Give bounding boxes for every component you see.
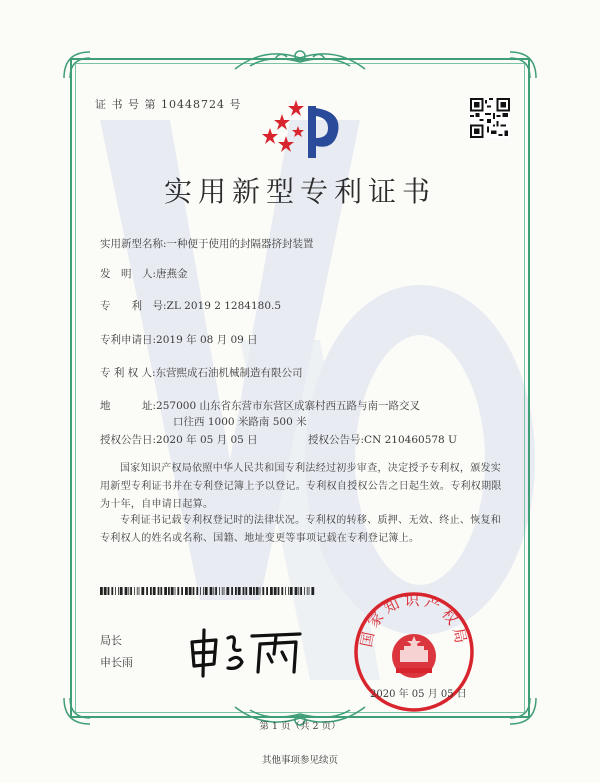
application-date-row: [100, 332, 258, 348]
utility-model-name-row: [100, 236, 314, 252]
utility-model-name-label: 实用新型名称:: [100, 238, 167, 250]
corner-ornament-tr: [508, 50, 538, 80]
director-title: 局长: [100, 634, 122, 647]
cnipa-logo-icon: [258, 98, 346, 166]
patent-number-label: 专 利 号:: [100, 300, 167, 312]
top-ornament: [230, 44, 370, 74]
inventor-label: 发 明 人:: [100, 268, 157, 280]
footer-note: 其他事项参见续页: [261, 755, 338, 766]
certificate-number-value: 10448724: [161, 98, 225, 111]
address-line-2: 口往西 1000 米路南 500 米: [173, 416, 307, 428]
inventor-row: [100, 266, 188, 282]
utility-model-name-value: 一种便于使用的封隔器挤封装置: [166, 238, 314, 250]
application-date-value: 2019 年 08 月 09 日: [156, 334, 258, 346]
grant-number-value: CN 210460578 U: [364, 434, 457, 446]
patentee-row: [100, 365, 303, 381]
address-row: [100, 398, 420, 414]
body-paragraph-2: 专利证书记载专利权登记时的法律状况。专利权的转移、质押、无效、终止、恢复和专利权人的姓名或名称、国籍、地址变更等事项记载在专利登记簿上。: [100, 515, 502, 544]
seal-date: 2020 年 05 月 05 日: [370, 689, 467, 700]
seal-text: 国家知识产权局: [357, 591, 471, 649]
patent-number-value: ZL 2019 2 1284180.5: [166, 300, 282, 312]
barcode-icon: [100, 587, 318, 595]
patentee-label: 专 利 权 人:: [100, 367, 156, 379]
page-number: 第 1 页（共 2 页）: [259, 721, 341, 732]
certificate-title: 实用新型专利证书: [163, 175, 436, 208]
grant-date-value: 2020 年 05 月 05 日: [156, 434, 258, 446]
address-label: 地 址:: [100, 400, 157, 412]
certificate-number: [95, 96, 242, 112]
grant-date-label: 授权公告日:: [100, 434, 157, 446]
national-emblem-icon: [392, 634, 436, 678]
grant-date-row: [100, 432, 258, 448]
inventor-value: 唐燕金: [156, 268, 188, 280]
director-signature: [188, 624, 308, 680]
certificate-number-label: 证 书 号 第: [95, 98, 157, 111]
grant-number-row: [308, 432, 457, 448]
patentee-value: 东营熙成石油机械制造有限公司: [155, 367, 303, 379]
qr-code-icon: [470, 98, 510, 138]
body-paragraph-1: 国家知识产权局依照中华人民共和国专利法经过初步审查，决定授予专利权，颁发实用新型专利证书并在专利登记簿上予以登记。专利权自授权公告之日起生效。专利权期限为十年，自申请日起算。: [100, 463, 502, 510]
address-line-1: 257000 山东省东营市东营区成寨村西五路与南一路交叉: [156, 400, 420, 412]
director-name: 申长雨: [100, 656, 133, 669]
grant-number-label: 授权公告号:: [308, 434, 365, 446]
patent-number-row: [100, 298, 281, 314]
certificate-number-suffix: 号: [229, 98, 242, 111]
corner-ornament-tl: [62, 50, 92, 80]
application-date-label: 专利申请日:: [100, 334, 157, 346]
